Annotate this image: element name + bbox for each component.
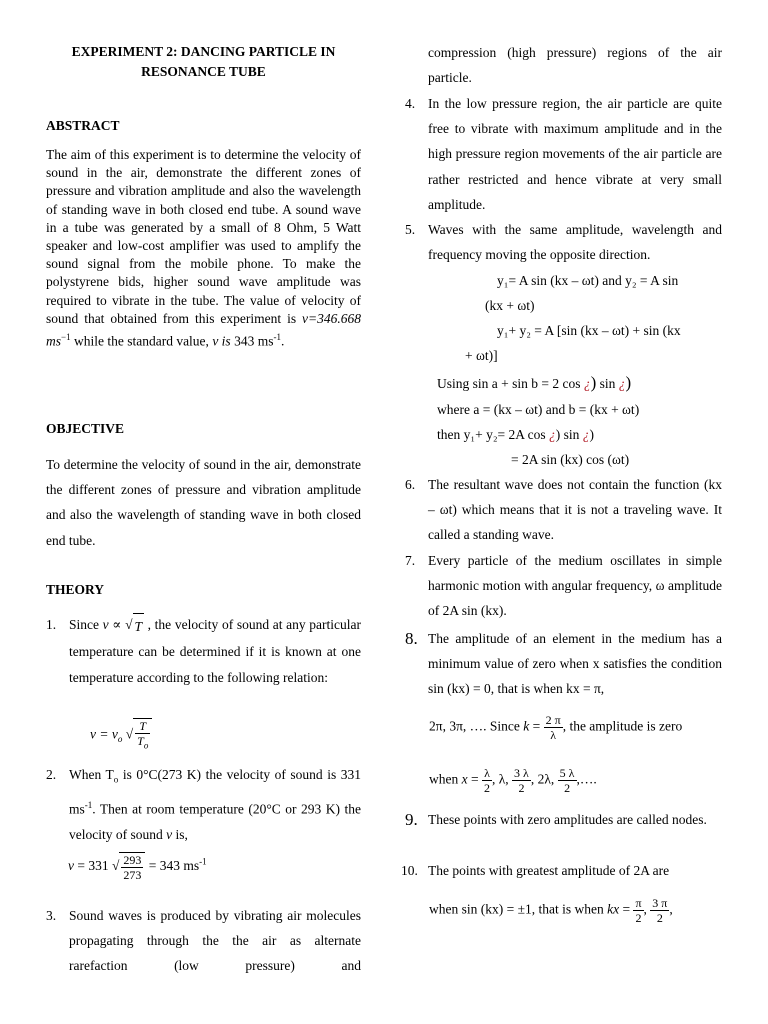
eq8b-text-c: , 2λ, — [530, 771, 558, 787]
eq8a-text-a: 2π, 3π, …. Since — [429, 718, 524, 734]
list-item-10 — [401, 858, 722, 884]
eq2-denominator: 273 — [123, 868, 142, 882]
list-item-8 — [405, 626, 722, 702]
eq10-frac1-num: π — [635, 896, 642, 910]
eq2-exp: -1 — [199, 856, 207, 867]
list-item-3 — [46, 903, 361, 979]
equation-identity: Using sin a + sin b = 2 cos ¿) sin ¿) — [437, 373, 632, 392]
item2-text-b: is 0°C(273 K) the velocity of sound is 331 ms — [69, 767, 361, 817]
eq5e-red-2: ¿ — [618, 376, 626, 391]
list-item-text: The resultant wave does not contain the function (kx – ωt) which means that it is not a traveling wave. It called a standing wave. — [428, 477, 722, 543]
item2-v: v — [166, 826, 173, 842]
list-item-number: 2. — [46, 767, 57, 782]
eq8a-k: k — [523, 718, 530, 734]
eq8b-text-d: ,…. — [576, 771, 597, 787]
eq5g-red-1: ¿ — [549, 427, 556, 442]
list-item-text — [69, 612, 361, 690]
eq1-numerator: T — [139, 719, 147, 733]
list-item-number: 3. — [46, 908, 57, 923]
list-item-number: 7. — [405, 553, 416, 568]
eq5g-red-2: ¿ — [582, 427, 590, 442]
list-item-2 — [46, 762, 361, 842]
list-item-number: 4. — [405, 96, 416, 111]
eq8b-frac1-num: λ — [482, 766, 492, 781]
eq1-den-sub: o — [143, 740, 149, 751]
abstract-text-a: The aim of this experiment is to determine the velocity of sound in the air, demonstrate the different zones of pressure and vibration amplitude and also the wavelength of standing wave in both closed end tube. A sound wave in a tube was generated by a small of 8 Ohm, 5 Watt speaker and low-cost amplifier was used to amplify the sound signal from the mobile phone. To make the polystyrene bids, higher sound wave amplitude was required to vibrate in the tube. The value of velocity of sound that obtained from this experiment is — [46, 147, 361, 326]
eq8b-text-b: , λ, — [492, 771, 513, 787]
eq10-frac2-num: 3 π — [652, 896, 668, 910]
abstract-std-exp: -1 — [273, 332, 281, 343]
eq10-frac2-den: 2 — [656, 911, 663, 925]
paper-title: EXPERIMENT 2: DANCING PARTICLE IN RESONANCE TUBE — [71, 44, 336, 79]
item2-exp: -1 — [84, 799, 93, 810]
item2-sub: o — [113, 774, 119, 785]
eq8b-x: x — [461, 771, 468, 787]
objective-heading: OBJECTIVE — [46, 421, 125, 436]
eq8a-text-b: , the amplitude is zero — [562, 718, 683, 734]
abstract-measured-exp: −1 — [61, 332, 71, 343]
list-item-number: 6. — [405, 477, 416, 492]
eq8b-frac1-den: 2 — [484, 781, 490, 795]
eq8b-frac2-den: 2 — [518, 781, 525, 795]
abstract-end: . — [280, 333, 285, 349]
eq5e-text-a: Using sin a + sin b = 2 cos — [437, 376, 584, 391]
equation-velocity-temperature — [90, 718, 152, 752]
eq5g-text-a: then y₁+ y₂= 2A cos — [437, 427, 550, 442]
list-item-text: These points with zero amplitudes are called nodes. — [428, 812, 707, 827]
list-item-text: Waves with the same amplitude, wavelength and frequency moving the opposite direction. — [428, 222, 722, 263]
abstract-std-value: 343 ms — [230, 333, 274, 349]
item1-text-b: , the velocity of sound at any particular temperature can be determined if it is known at one temperature according to the following relation: — [69, 617, 361, 685]
item2-text-c: . Then at room temperature (20°C or 293 K) the velocity of sound — [69, 801, 361, 842]
eq10-kx: kx — [607, 901, 620, 917]
equation-k — [429, 713, 682, 742]
sqrt-T: √ T — [125, 612, 144, 639]
equation-result: = 2A sin (kx) cos (ωt) — [511, 452, 630, 467]
abstract-measured-value: v=346.668 ms — [46, 310, 361, 349]
abstract-text-b: while the standard value, — [70, 333, 213, 349]
list-item-number: 8. — [405, 629, 418, 648]
list-item-number: 1. — [46, 617, 57, 632]
eq5e-text-b: sin — [596, 376, 619, 391]
eq2-sqrt: √ $\frac{293}{273}$ — [112, 852, 145, 882]
item1-proportional: v ∝ — [102, 617, 122, 632]
equation-antinodes: when sin (kx) = ±1, that is when kx = $\frac{\pi}{2}$ , $\frac{3 \pi}{2}$ , — [429, 896, 673, 925]
eq1-sub: o — [117, 733, 123, 744]
equation-room-temperature — [68, 852, 207, 882]
eq2-mid: = 331 — [74, 858, 109, 874]
list-item-text: Every particle of the medium oscillates in simple harmonic motion with angular frequency, ω amplitude of 2A sin (kx). — [428, 553, 722, 619]
eq8b-frac3-num: 5 λ — [559, 766, 575, 780]
eq10-equals: = — [619, 901, 634, 917]
list-item-text-part1: Sound waves is produced by vibrating air molecules propagating through the the air as alternate rarefaction (low pressure) and — [69, 908, 361, 974]
list-item-1 — [46, 612, 361, 712]
list-item-6 — [405, 472, 722, 548]
list-item-9 — [405, 807, 722, 859]
eq5e-red-1: ¿ — [583, 376, 591, 391]
eq8b-frac2-num: 3 λ — [514, 766, 529, 780]
list-item-text-part2: compression (high pressure) regions of the air particle. — [428, 45, 722, 86]
equation-nodes — [429, 766, 597, 795]
list-item-text — [69, 762, 361, 847]
list-item-text: The amplitude of an element in the medium has a minimum value of zero when x satisfies the condition sin (kx) = 0, that is when kx = π, — [428, 631, 722, 697]
eq8b-equals: = — [467, 771, 482, 787]
abstract-std-var: v is — [212, 333, 231, 349]
eq10-frac1-den: 2 — [635, 911, 642, 925]
list-item-number: 9. — [405, 810, 418, 829]
list-item-3-continued — [405, 40, 722, 92]
eq10-text-a: when sin (kx) = ±1, that is when — [429, 901, 608, 917]
sqrt-T-value: T — [134, 619, 143, 635]
eq8a-numerator: 2 π — [545, 713, 561, 727]
item2-text-a: When T — [69, 767, 114, 782]
eq8a-equals: = — [529, 718, 544, 734]
list-item-text: The points with greatest amplitude of 2A are — [428, 863, 670, 878]
equation-then: then y₁+ y₂= 2A cos ¿) sin ¿) — [437, 427, 595, 442]
equation-wave-1: y₁= A sin (kx – ωt) and y₂ = A sin — [497, 273, 679, 288]
eq2-numerator: 293 — [123, 853, 142, 867]
equation-sum-1: y₁+ y₂ = A [sin (kx – ωt) + sin (kx — [497, 323, 681, 338]
eq8a-denominator: λ — [550, 728, 557, 742]
list-item-5 — [405, 217, 722, 269]
eq5g-text-b: sin — [560, 427, 583, 442]
eq1-sqrt: √ $\frac{T}{T_o}$ — [126, 718, 153, 752]
list-item-7 — [405, 548, 722, 624]
list-item-number: 5. — [405, 222, 416, 237]
eq2-lhs: v — [68, 858, 74, 874]
eq1-denominator: T — [137, 734, 144, 748]
objective-text: To determine the velocity of sound in the air, demonstrate the different zones of pressure and vibration amplitude and also the wavelength of standing wave in both closed end tube. — [46, 457, 361, 548]
abstract-heading: ABSTRACT — [46, 118, 120, 133]
item1-text-a: Since — [69, 617, 103, 632]
eq8b-frac3-den: 2 — [564, 781, 571, 795]
list-item-4 — [405, 91, 722, 217]
eq10-end: , — [669, 901, 673, 917]
list-item-text: In the low pressure region, the air particle are quite free to vibrate with maximum amplitude and in the high pressure region movements of the air particle are rather restricted and hence vibrate at very small amplitude. — [428, 96, 722, 212]
equation-sum-2: + ωt)] — [465, 348, 498, 363]
eq2-rhs: = 343 ms — [145, 858, 200, 874]
equation-where: where a = (kx – ωt) and b = (kx + ωt) — [437, 402, 640, 417]
list-item-number: 10. — [401, 863, 418, 878]
equation-wave-2: (kx + ωt) — [485, 298, 535, 313]
abstract-paragraph — [46, 146, 361, 351]
eq1-lhs: v = v — [90, 726, 118, 742]
item2-text-d: is, — [172, 826, 188, 842]
theory-heading: THEORY — [46, 582, 105, 597]
eq8b-text-a: when — [429, 771, 462, 787]
